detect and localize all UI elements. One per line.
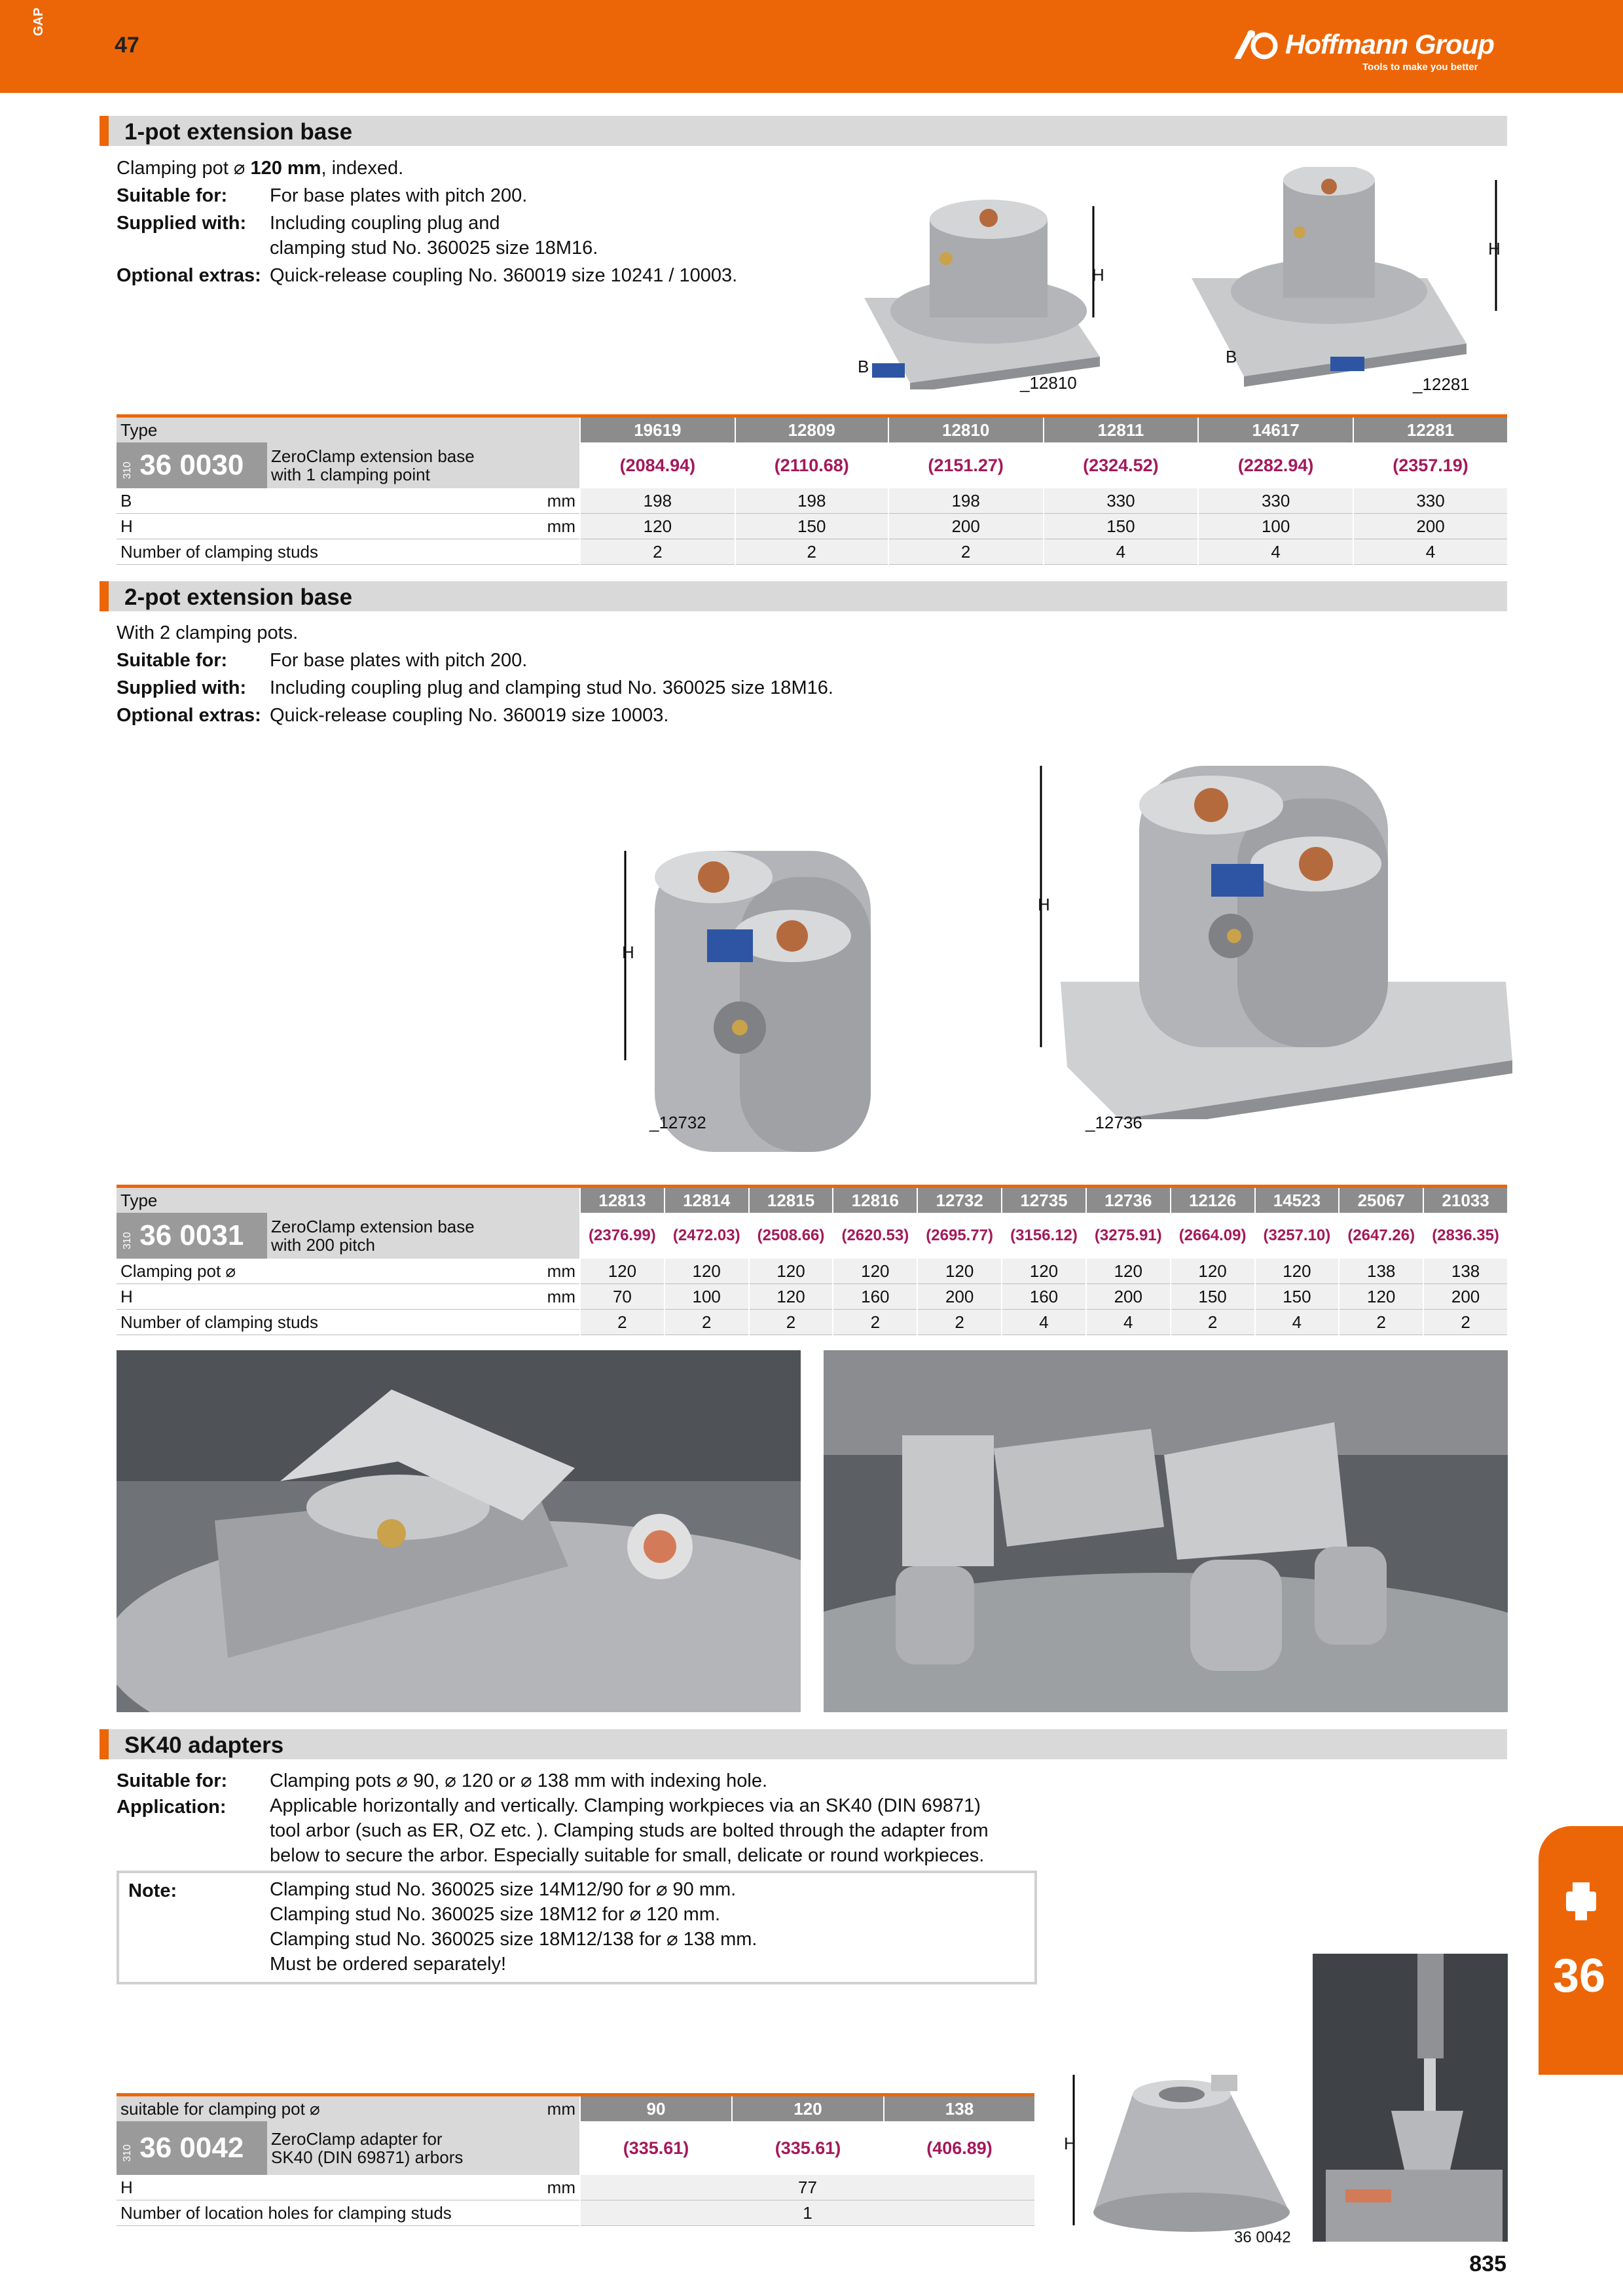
price-cell: (2324.52) [1044,442,1199,488]
table-row: H mm 70 100 120 160 200 160 200 150 150 120 200 [117,1284,1507,1310]
price-row [117,442,1507,488]
dim-b-label: B [1226,347,1237,367]
note-label: Note: [128,1880,177,1901]
image-caption: _12736 [1085,1113,1142,1132]
suitable-label: Suitable for: [117,185,228,206]
dim-h-label: H [1488,239,1501,259]
optional-value: Quick-release coupling No. 360019 size 10241 / 10003. [270,265,738,286]
brand-name: Hoffmann Group [1285,29,1494,60]
brand-logo [1231,25,1506,77]
table-row: H mm 120 150 200 150 100 200 [117,514,1507,539]
article-description: ZeroClamp adapter for SK40 (DIN 69871) arbors [267,2121,580,2175]
table-360031 [117,1185,1507,1335]
page-number-top: 47 [115,33,139,58]
dim-h-label: H [1038,895,1050,914]
product-image-12810 [812,167,1178,389]
application-photo-left [117,1350,801,1712]
table-header-row [117,416,1507,443]
optional-label: Optional extras: [117,705,261,726]
side-label: GAP [31,7,46,36]
sk40-application-photo [1313,1954,1508,2242]
note-box [117,1871,1037,1984]
dim-b-label: B [858,357,869,376]
type-cell: 12811 [1044,416,1199,443]
table-360042 [117,2093,1034,2226]
suitable-label: Suitable for: [117,1770,228,1791]
type-cell: 19619 [580,416,735,443]
price-cell: (2357.19) [1353,442,1507,488]
type-label: Type [117,416,580,443]
table-row: Number of location holes for clamping studs 1 [117,2200,1034,2226]
article-description: ZeroClamp extension base with 200 pitch [267,1213,580,1259]
type-label: Type [117,1187,580,1213]
type-cell: 14617 [1198,416,1353,443]
supplied-label: Supplied with: [117,677,247,698]
price-cell: (2151.27) [888,442,1044,488]
dim-h-label: H [1092,265,1104,285]
product-image-12736 [1028,753,1519,1119]
table-header-row: suitable for clamping pot ⌀ mm 90 120 138 [117,2095,1034,2122]
table-row: H mm 77 [117,2175,1034,2200]
section-title: SK40 adapters [124,1732,284,1758]
supplied-value-2: clamping stud No. 360025 size 18M16. [270,238,598,259]
price-cell: (2084.94) [580,442,735,488]
chapter-tab[interactable] [1539,1826,1623,2075]
section-header-2pot [100,581,1507,611]
image-caption: 36 0042 [1234,2229,1291,2246]
image-caption: _12810 [1020,373,1077,393]
price-cell: (2110.68) [735,442,888,488]
suitable-value: Clamping pots ⌀ 90, ⌀ 120 or ⌀ 138 mm with indexing hole. [270,1770,768,1791]
article-number: 310 36 0031 [117,1213,267,1259]
application-photo-right [824,1350,1508,1712]
section2-intro: With 2 clamping pots. [117,622,299,643]
table-row: Number of clamping studs 2 2 2 2 2 4 4 2 4 2 2 [117,1310,1507,1335]
supplied-value: Including coupling plug and clamping stud No. 360025 size 18M16. [270,677,833,698]
image-caption: _12281 [1413,374,1470,394]
page-number-bottom: 835 [1469,2251,1506,2276]
price-row: 310 36 0031 ZeroClamp extension base with 200 pitch (2376.99) (2472.03) (2508.66) (2620.53) (2695.77) (3156.12) (3275.91) (2664.09) (3257.10) (2647.26) (2836.35) [117,1213,1507,1259]
section-header-1pot [100,116,1507,146]
type-cell: 12281 [1353,416,1507,443]
application-label: Application: [117,1797,227,1818]
price-cell: (2282.94) [1198,442,1353,488]
suitable-label: Suitable for: [117,650,228,671]
product-image-360042 [1054,2055,1303,2245]
section-header-sk40 [100,1729,1507,1759]
dim-h-label: H [1064,2134,1076,2153]
section1-intro: Clamping pot ⌀ 120 mm, indexed. [117,158,404,179]
chapter-number: 36 [1553,1950,1606,2002]
section-title: 1-pot extension base [124,119,353,145]
dim-h-label: H [622,942,634,962]
suitable-value: For base plates with pitch 200. [270,185,528,206]
table-row: B mm 198 198 198 330 330 330 [117,488,1507,514]
clamping-icon [1558,1878,1604,1924]
type-cell: 12810 [888,416,1044,443]
note-text: Clamping stud No. 360025 size 14M12/90 for ⌀ 90 mm. Clamping stud No. 360025 size 18M12 for ⌀ 120 mm. Clamping stud No. 360025 size 18M12/138 for ⌀ 138 mm. Must be ordered separately! [270,1879,757,1975]
optional-label: Optional extras: [117,265,261,286]
type-cell: 12809 [735,416,888,443]
brand-tagline: Tools to make you better [1362,62,1478,73]
product-image-12281 [1152,167,1519,389]
optional-value: Quick-release coupling No. 360019 size 10003. [270,705,669,726]
table-header-row: Type 12813 12814 12815 12816 12732 12735 12736 12126 14523 25067 21033 [117,1187,1507,1213]
table-row: Number of clamping studs 2 2 2 4 4 4 [117,539,1507,565]
article-description: ZeroClamp extension base with 1 clamping point [267,442,580,488]
image-caption: _12732 [649,1113,706,1132]
supplied-label: Supplied with: [117,213,247,234]
price-row: 310 36 0042 ZeroClamp adapter for SK40 (DIN 69871) arbors (335.61) (335.61) (406.89) [117,2121,1034,2175]
section-title: 2-pot extension base [124,584,353,610]
application-text: Applicable horizontally and vertically. Clamping workpieces via an SK40 (DIN 69871) tool arbor (such as ER, OZ etc. ). Clamping studs are bolted through the adapter from below to secure the arbor. Especially suitable for small, delicate or round workpieces. [270,1795,989,1866]
supplied-value-1: Including coupling plug and [270,213,500,234]
suitable-value: For base plates with pitch 200. [270,650,528,671]
table-row: Clamping pot ⌀ mm 120 120 120 120 120 120 120 120 120 138 138 [117,1259,1507,1284]
article-number: 310 36 0042 [117,2121,267,2175]
table-360030 [117,414,1507,565]
article-number: 310 36 0030 [117,442,267,488]
brand-logo-icon [1231,27,1280,62]
